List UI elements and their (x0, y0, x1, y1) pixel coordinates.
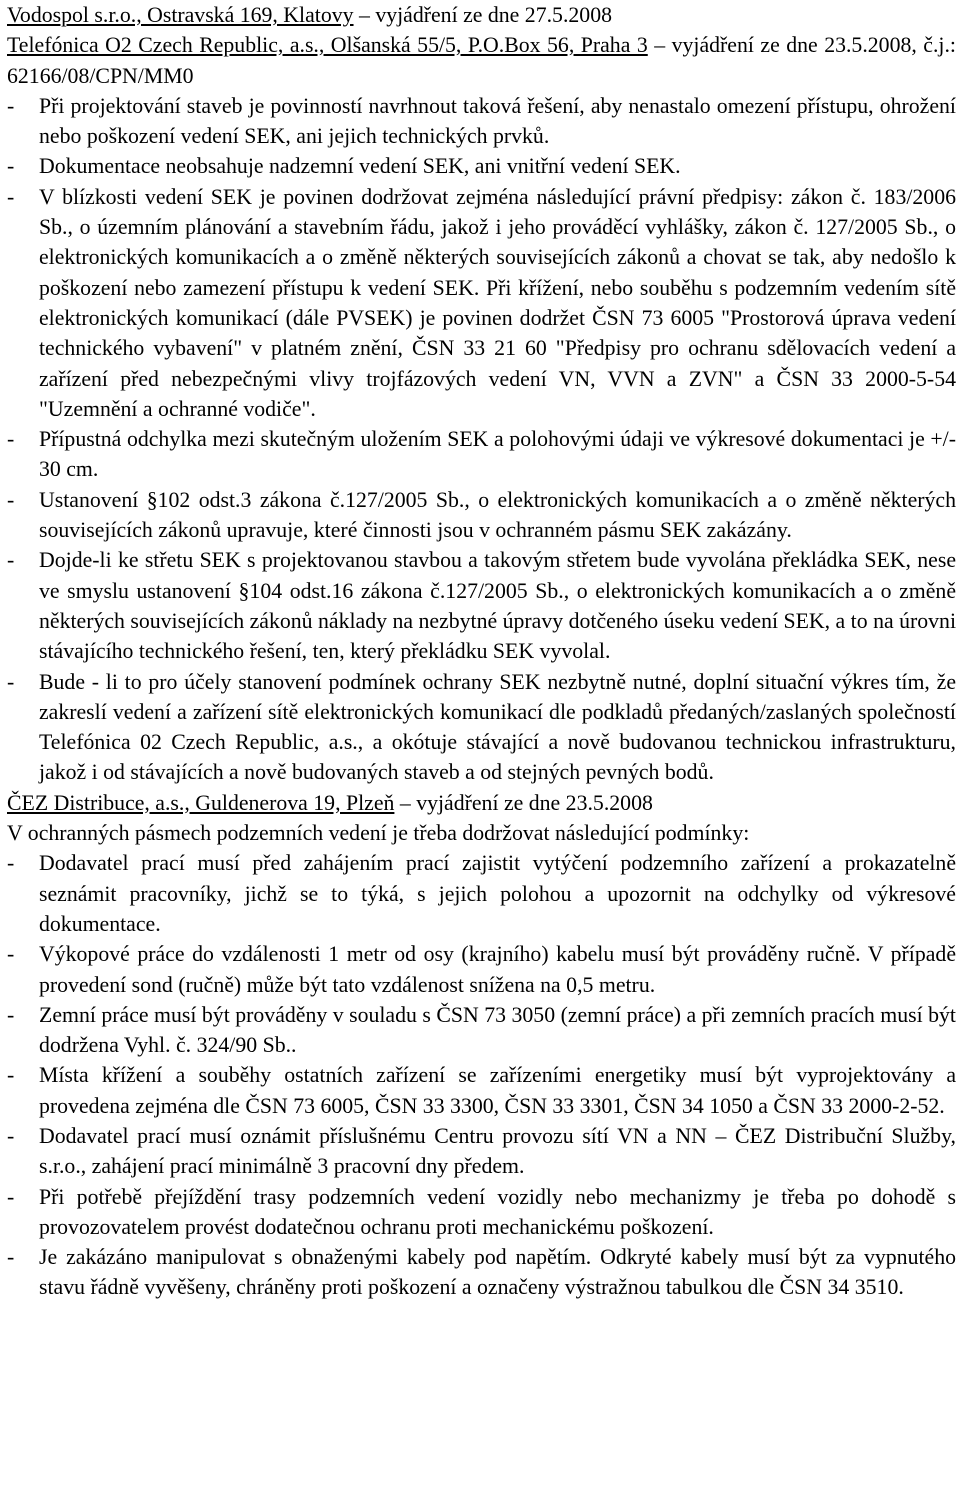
list-item-text: Zemní práce musí být prováděny v souladu s ČSN 73 3050 (zemní práce) a při zemních pracích musí být dodržena Vyhl. č. 324/90 Sb.. (39, 1002, 956, 1058)
section1-org-telefonica: Telefónica O2 Czech Republic, a.s., Olšanská 55/5, P.O.Box 56, Praha 3 (7, 33, 648, 58)
section1-org-vodospol: Vodospol s.r.o., Ostravská 169, Klatovy (7, 3, 354, 27)
list-item-text: Dodavatel prací musí oznámit příslušnému Centru provozu sítí VN a NN – ČEZ Distribuční Služby, s.r.o., zahájení prací minimálně 3 pracovní dny předem. (39, 1123, 956, 1179)
section1-heading-line2 (7, 30, 956, 91)
list-item (7, 1242, 956, 1303)
section2-conditions-list (7, 848, 956, 1302)
list-dash: - (7, 184, 15, 209)
list-dash: - (7, 1123, 15, 1148)
section2-heading (7, 788, 956, 818)
list-item (7, 485, 956, 546)
list-item-text: Dokumentace neobsahuje nadzemní vedení SEK, ani vnitřní vedení SEK. (39, 154, 681, 179)
list-item-text: V blízkosti vedení SEK je povinen dodržovat zejména následující právní předpisy: zákon č. 183/2006 Sb., o územním plánování a stavebním řádu, jakož i jeho prováděcí vyhlášky, zákon č. 127/2005 Sb., o elektronických komunikacích a o změně některých souvisejících zákonů a chovat se tak, aby nedošlo k poškození nebo zamezení přístupu k vedení SEK. Při křížení, nebo souběhu s podzemním vedením sítě elektronických komunikací (dále PVSEK) je povinen dodržet ČSN 73 6005 "Prostorová úprava vedení technického vybavení" v platném znění, ČSN 33 21 60 "Předpisy pro ochranu sdělovacích vedení a zařízení před nebezpečnými vlivy trojfázových vedení VN, VVN a ZVN" a ČSN 33 2000-5-54 "Uzemnění a ochranné vodiče". (39, 184, 956, 421)
list-item (7, 424, 956, 485)
list-item-text: Bude - li to pro účely stanovení podmínek ochrany SEK nezbytně nutné, doplní situační výkres tím, že zakreslí vedení a zařízení sítě elektronických komunikací dle podkladů předaných/zaslaných společností Telefónica 02 Czech Republic, a.s., a okótuje stávající a nově budovanou technickou infrastrukturu, jakož i od stávajících a nově budovaných staveb a od stejných pevných bodů. (39, 669, 956, 785)
list-item (7, 545, 956, 666)
list-dash: - (7, 1063, 15, 1088)
list-dash: - (7, 942, 15, 967)
list-dash: - (7, 669, 15, 694)
list-dash: - (7, 487, 15, 512)
list-item-text: Místa křížení a souběhy ostatních zařízení se zařízeními energetiky musí být vyprojektovány a provedena zejména dle ČSN 73 6005, ČSN 33 3300, ČSN 33 3301, ČSN 34 1050 a ČSN 33 2000-2-52. (39, 1063, 956, 1118)
list-item (7, 848, 956, 939)
section1-conditions-list (7, 91, 956, 788)
section1-date-vodospol: – vyjádření ze dne 27.5.2008 (353, 3, 612, 27)
list-dash: - (7, 1184, 15, 1209)
section2-intro: V ochranných pásmech podzemních vedení je třeba dodržovat následující podmínky: (7, 821, 750, 846)
section1-heading-line1 (7, 0, 956, 30)
list-item (7, 939, 956, 1000)
list-item (7, 1000, 956, 1061)
list-dash: - (7, 93, 15, 118)
list-item-text: Je zakázáno manipulovat s obnaženými kabely pod napětím. Odkryté kabely musí být za vypnutého stavu řádně vyvěšeny, chráněny proti poškození a označeny výstražnou tabulkou dle ČSN 34 3510. (39, 1245, 956, 1300)
list-item (7, 1121, 956, 1182)
list-item-text: Dojde-li ke střetu SEK s projektovanou stavbou a takovým střetem bude vyvolána překládka SEK, nese ve smyslu ustanovení §104 odst.16 zákona č.127/2005 Sb., o elektronických komunikacích a o změně některých souvisejících zákonů náklady na nezbytné úpravy dotčeného úseku vedení SEK, a to na úrovni stávajícího technického řešení, ten, který překládku SEK vyvolal. (39, 548, 957, 664)
list-item (7, 151, 956, 181)
list-dash: - (7, 1002, 15, 1027)
list-dash: - (7, 548, 15, 573)
section2-date-cez: – vyjádření ze dne 23.5.2008 (394, 790, 653, 815)
list-item (7, 1060, 956, 1121)
section2-org-cez: ČEZ Distribuce, a.s., Guldenerova 19, Plzeň (7, 790, 395, 815)
list-item (7, 91, 956, 152)
list-item-text: Při projektování staveb je povinností navrhnout taková řešení, aby nenastalo omezení přístupu, ohrožení nebo poškození vedení SEK, ani jejich technických prvků. (39, 93, 956, 149)
list-item-text: Při potřebě přejíždění trasy podzemních vedení vozidly nebo mechanizmy je třeba po dohodě s provozovatelem provést dodatečnou ochranu proti mechanickému poškození. (39, 1184, 956, 1239)
list-item-text: Přípustná odchylka mezi skutečným uložením SEK a polohovými údaji ve výkresové dokumentaci je +/- 30 cm. (39, 427, 956, 482)
list-item (7, 1182, 956, 1243)
list-item (7, 667, 956, 788)
list-dash: - (7, 427, 15, 452)
list-dash: - (7, 1245, 15, 1270)
list-item-text: Ustanovení §102 odst.3 zákona č.127/2005 Sb., o elektronických komunikacích a o změně některých souvisejících zákonů upravuje, které činnosti jsou v ochranném pásmu SEK zakázány. (39, 487, 956, 543)
list-dash: - (7, 154, 15, 179)
section1-date-telefonica: – vyjádření ze dne 23.5.2008, č.j.: 62166/08/CPN/MM0 (7, 33, 956, 88)
list-item (7, 182, 956, 424)
list-item-text: Dodavatel prací musí před zahájením prací zajistit vytýčení podzemního zařízení a prokazatelně seznámit pracovníky, jichž se to týká, s jejich polohou a upozornit na odchylky od výkresové dokumentace. (39, 851, 956, 936)
list-item-text: Výkopové práce do vzdálenosti 1 metr od osy (krajního) kabelu musí být prováděny ručně. V případě provedení sond (ručně) může být tato vzdálenost snížena na 0,5 metru. (39, 942, 956, 997)
list-dash: - (7, 851, 15, 876)
